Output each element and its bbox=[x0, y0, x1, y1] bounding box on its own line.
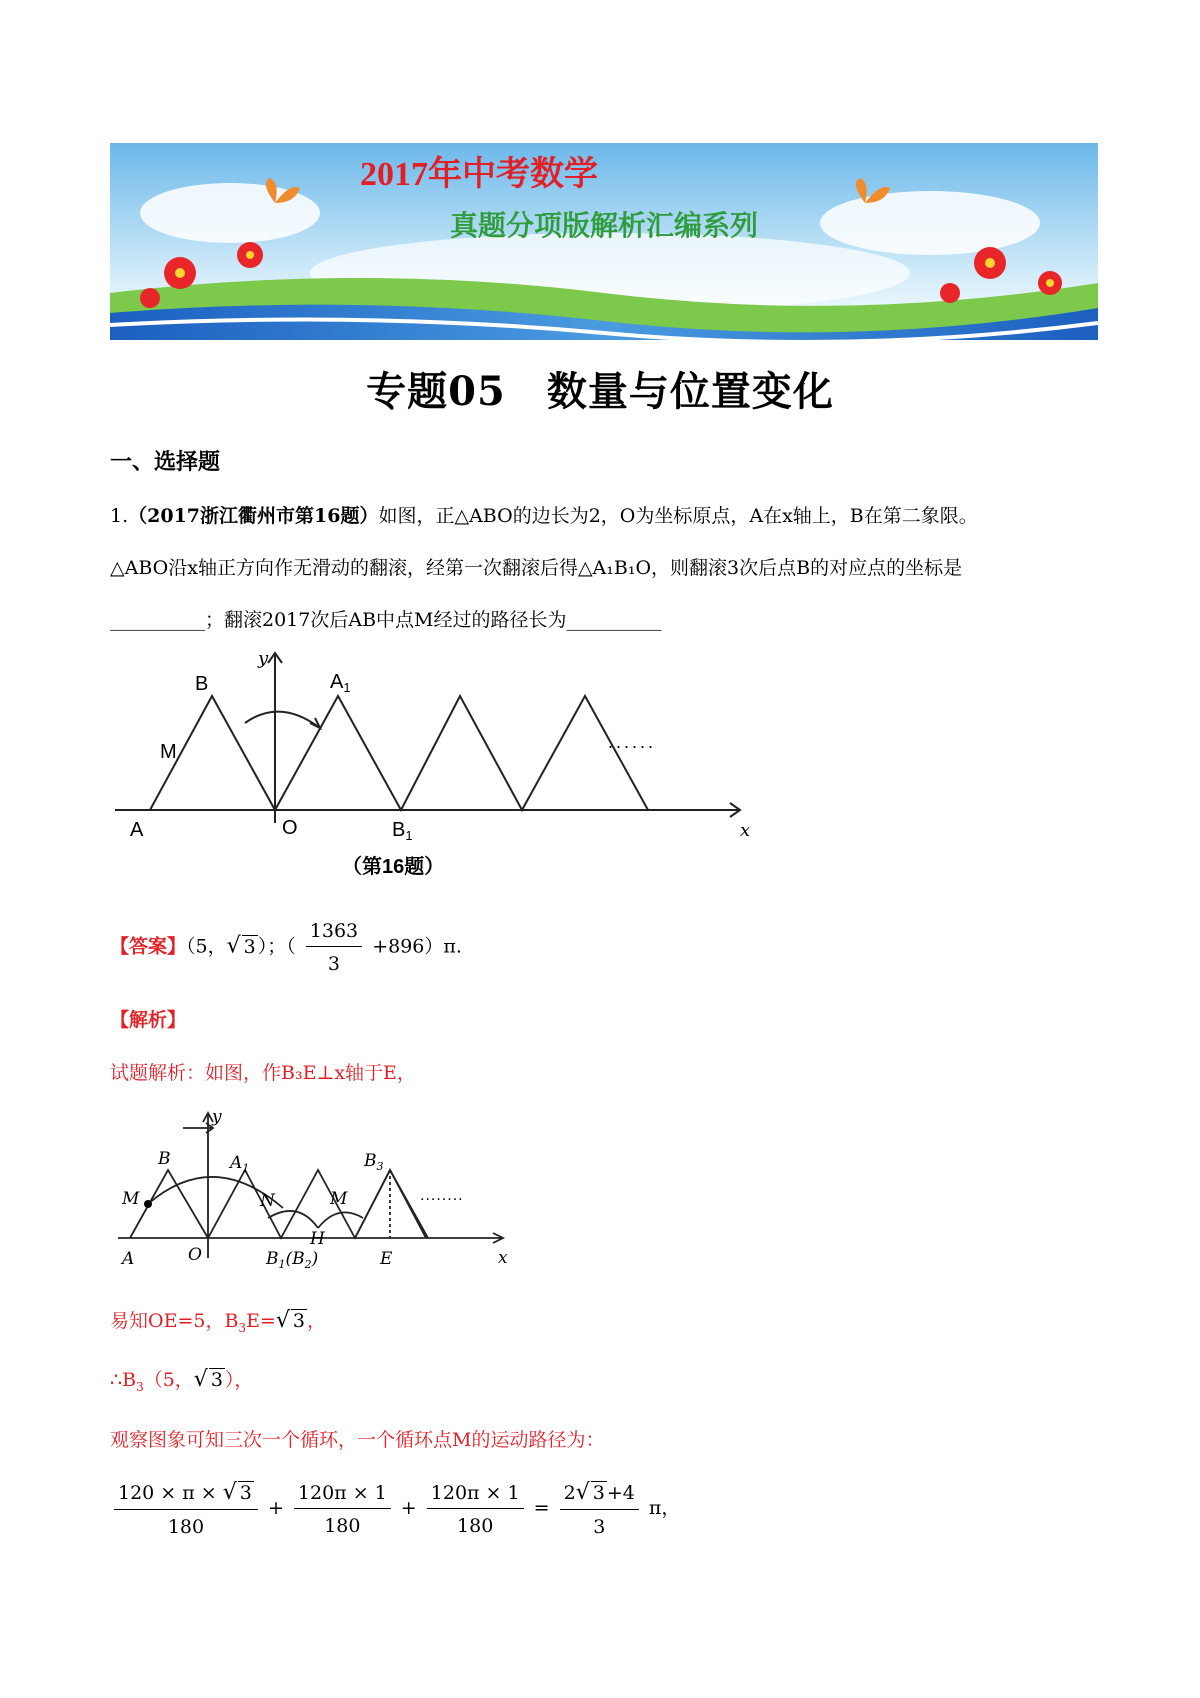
continuation-dots: ...... bbox=[608, 732, 657, 752]
analysis-line-2b: E= bbox=[246, 1310, 276, 1332]
answer-part1: （5， bbox=[186, 935, 227, 958]
figure-caption: （第16题） bbox=[342, 856, 445, 878]
x-label: x bbox=[740, 820, 750, 841]
fig2-label-B: B bbox=[158, 1149, 171, 1169]
triangle-sequence bbox=[150, 696, 648, 810]
analysis-sqrt-1: 3 bbox=[292, 1310, 305, 1332]
banner-series-title: 真题分项版解析汇编系列 bbox=[450, 211, 759, 242]
analysis-line-3c: ）， bbox=[224, 1369, 254, 1391]
question-source: （2017浙江衢州市第16题） bbox=[128, 505, 379, 527]
formula-r-num-b: +4 bbox=[606, 1482, 635, 1504]
question-text-1: 如图，正△ABO的边长为2，O为坐标原点，A在x轴上，B在第二象限。 bbox=[378, 505, 978, 527]
formula-t1-den: 180 bbox=[167, 1516, 205, 1538]
analysis-line-2a: 易知OE=5，B bbox=[110, 1310, 239, 1332]
fig2-dots: ........ bbox=[420, 1188, 464, 1204]
fig2-y-label: y bbox=[212, 1108, 222, 1127]
label-B: B bbox=[195, 673, 209, 695]
y-label: y bbox=[258, 648, 269, 669]
fig2-label-B3: $B_3$ bbox=[364, 1151, 384, 1173]
question-line-1 bbox=[110, 490, 1100, 542]
formula-r-num-a: 2 bbox=[563, 1482, 576, 1504]
fig2-label-H: H bbox=[310, 1229, 325, 1249]
answer-frac-num: 1363 bbox=[306, 920, 362, 947]
answer-part2: ）；（ bbox=[257, 935, 296, 958]
answer-tail: +896）π. bbox=[372, 935, 462, 958]
figure-solution bbox=[118, 1108, 518, 1273]
label-M: M bbox=[160, 741, 177, 763]
analysis-label: 【解析】 bbox=[110, 1009, 187, 1031]
fig2-label-O: O bbox=[188, 1245, 202, 1265]
question-line-2: △ABO沿x轴正方向作无滑动的翻滚，经第一次翻滚后得△A₁B₁O，则翻滚3次后点B的对应点的坐标是 bbox=[110, 557, 963, 579]
page-title: 专题05 数量与位置变化 bbox=[366, 368, 834, 415]
answer-frac-den: 3 bbox=[327, 953, 341, 975]
figure-16 bbox=[110, 648, 750, 878]
formula-term-2 bbox=[294, 1482, 391, 1537]
roll-arrow bbox=[245, 712, 320, 728]
fig2-label-M2: M bbox=[330, 1189, 348, 1209]
analysis-line-2: 易知OE=5，$B_3E=√$ 3 ， bbox=[110, 1308, 326, 1335]
formula-r-den: 3 bbox=[593, 1516, 606, 1538]
formula-result: $\frac{2√ 3 +4}{3}$ bbox=[560, 1480, 639, 1538]
formula-r-sqrt: 3 bbox=[592, 1482, 605, 1504]
formula-t1-sqrt: 3 bbox=[239, 1482, 252, 1504]
fig2-label-A1: $A_1$ bbox=[230, 1153, 250, 1175]
formula-term-1: $\frac{120 \times \pi \times √ 3}{180}$ bbox=[114, 1480, 258, 1538]
formula-t2-den: 180 bbox=[324, 1514, 361, 1537]
label-O: O bbox=[282, 817, 298, 839]
fig2-label-E: E bbox=[380, 1249, 393, 1269]
formula-term-3 bbox=[427, 1482, 524, 1537]
analysis-line-3a: ∴B bbox=[110, 1369, 137, 1391]
formula-t2-num: 120π × 1 bbox=[294, 1482, 391, 1509]
answer-label: 【答案】 bbox=[110, 935, 187, 958]
formula-t1-num: 120 × π × bbox=[118, 1482, 223, 1504]
answer-fraction bbox=[306, 920, 362, 975]
analysis-line-1: 试题解析：如图，作B₃E⊥x轴于E， bbox=[110, 1062, 416, 1084]
question-line-3: __________；翻滚2017次后AB中点M经过的路径长为__________ bbox=[110, 609, 662, 631]
formula-tail: π， bbox=[648, 1497, 681, 1519]
answer-line: 【答案】（5，√ 3 ）；（ $\frac{1363}{3}$ +896）π. bbox=[110, 920, 462, 975]
header-banner bbox=[110, 143, 1098, 340]
fig2-label-B1B2: $B_1(B_2)$ bbox=[266, 1249, 319, 1271]
section-heading: 一、选择题 bbox=[110, 449, 221, 475]
formula-t3-num: 120π × 1 bbox=[427, 1482, 524, 1509]
label-A: A bbox=[130, 819, 144, 841]
path-formula: $\frac{120 \times \pi \times √ 3}{180}$ + $\frac{120\pi \times 1}{180}$ + $\frac{120\pi \times 1}{180}$ = $\frac{2√ 3 +4}{3}$ π， bbox=[110, 1480, 680, 1538]
label-A1: $A_1$ bbox=[330, 671, 351, 695]
analysis-line-4: 观察图象可知三次一个循环，一个循环点M的运动路径为： bbox=[110, 1429, 605, 1451]
banner-illustration bbox=[110, 143, 1098, 340]
banner-year-title: 2017年中考数学 bbox=[360, 156, 598, 193]
analysis-sqrt-2: 3 bbox=[210, 1369, 223, 1391]
fig2-label-N: N bbox=[260, 1191, 275, 1211]
fig2-label-A: A bbox=[122, 1249, 135, 1269]
analysis-line-3: $\therefore B_3(5$，√ 3 ）， bbox=[110, 1367, 254, 1394]
analysis-line-3b: （5， bbox=[143, 1369, 194, 1391]
fig2-x-label: x bbox=[498, 1248, 508, 1268]
answer-sqrt: 3 bbox=[243, 935, 256, 958]
formula-t3-den: 180 bbox=[457, 1514, 494, 1537]
fig2-label-M: M bbox=[122, 1189, 140, 1209]
label-B1: $B_1$ bbox=[392, 819, 413, 843]
question-number: 1. bbox=[110, 505, 129, 527]
question-1 bbox=[110, 490, 1100, 646]
